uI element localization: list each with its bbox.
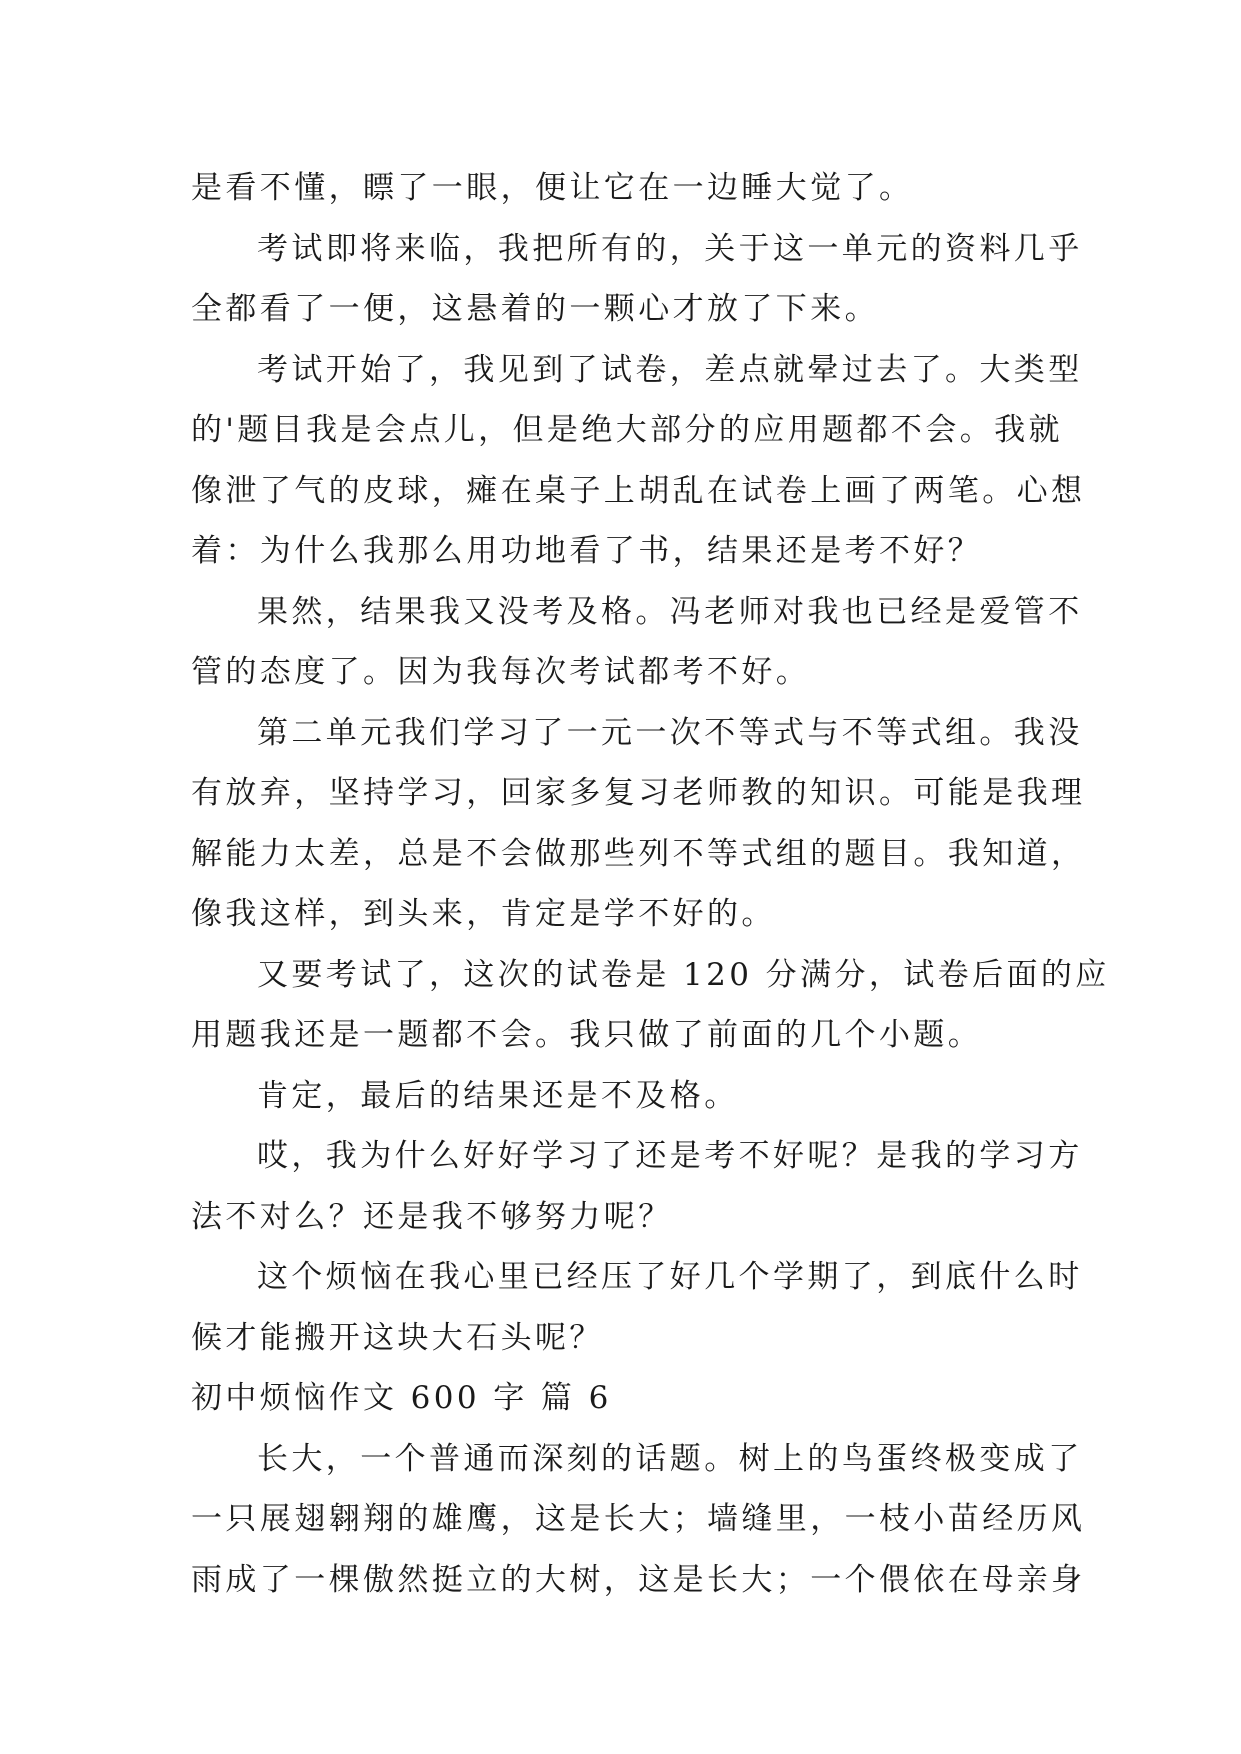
section-heading: 初中烦恼作文 600 字 篇 6: [191, 1380, 612, 1416]
text-line-18: 法不对么？还是我不够努力呢？: [191, 1198, 673, 1235]
text-line-10: 第二单元我们学习了一元一次不等式与不等式组。我没: [257, 714, 1083, 751]
essay-text: [191, 158, 1110, 1610]
text-line-13: 像我这样，到头来，肯定是学不好的。: [191, 896, 776, 932]
text-line-16: 肯定，最后的结果还是不及格。: [257, 1077, 739, 1114]
text-line-22: 长大，一个普通而深刻的话题。树上的鸟蛋终极变成了: [257, 1440, 1083, 1477]
text-line-20: 候才能搬开这块大石头呢？: [191, 1319, 604, 1356]
text-line-19: 这个烦恼在我心里已经压了好几个学期了，到底什么时: [257, 1259, 1083, 1295]
text-line-17: 哎，我为什么好好学习了还是考不好呢？是我的学习方: [257, 1138, 1083, 1174]
text-line-5: 的'题目我是会点儿，但是绝大部分的应用题都不会。我就: [191, 412, 1063, 448]
text-line-4: 考试开始了，我见到了试卷，差点就晕过去了。大类型: [257, 351, 1083, 388]
text-line-6: 像泄了气的皮球，瘫在桌子上胡乱在试卷上画了两笔。心想: [191, 472, 1086, 509]
text-line-2: 考试即将来临，我把所有的，关于这一单元的资料几乎: [257, 230, 1083, 267]
text-line-7: 着：为什么我那么用功地看了书，结果还是考不好？: [191, 533, 983, 569]
text-line-15: 用题我还是一题都不会。我只做了前面的几个小题。: [191, 1017, 983, 1053]
text-line-14: 又要考试了，这次的试卷是 120 分满分，试卷后面的应: [257, 956, 1110, 993]
text-line-1: 是看不懂，瞟了一眼，便让它在一边睡大觉了。: [191, 170, 914, 206]
text-line-23: 一只展翅翱翔的雄鹰，这是长大；墙缝里，一枝小苗经历风: [191, 1501, 1086, 1537]
text-line-24: 雨成了一棵傲然挺立的大树，这是长大；一个偎依在母亲身: [191, 1561, 1086, 1598]
text-line-8: 果然，结果我又没考及格。冯老师对我也已经是爱管不: [257, 593, 1083, 630]
text-line-12: 解能力太差，总是不会做那些列不等式组的题目。我知道，: [191, 835, 1086, 872]
text-line-11: 有放弃，坚持学习，回家多复习老师教的知识。可能是我理: [191, 775, 1086, 811]
text-line-3: 全都看了一便，这悬着的一颗心才放了下来。: [191, 291, 879, 327]
text-line-9: 管的态度了。因为我每次考试都考不好。: [191, 654, 811, 690]
